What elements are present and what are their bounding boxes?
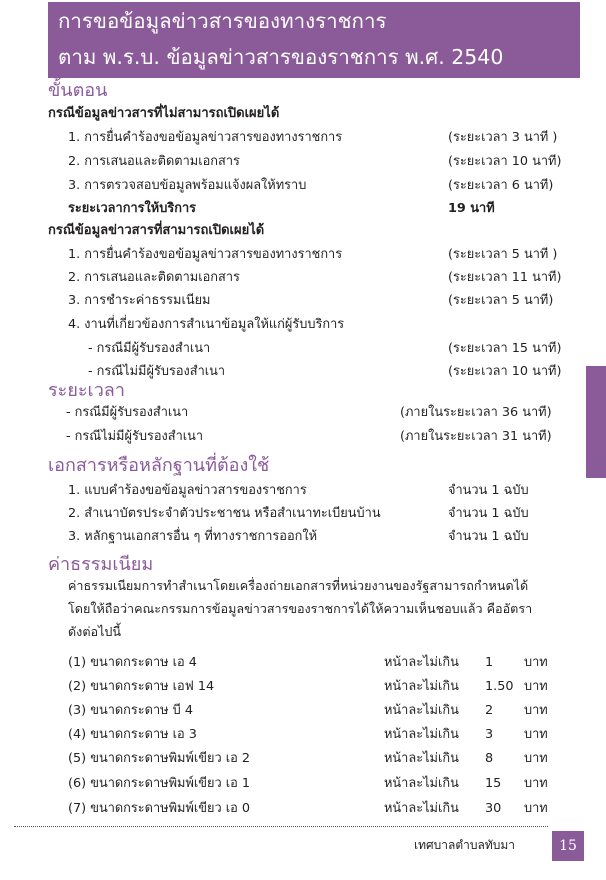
fees-paragraph-line: ค่าธรรมเนียมการทำสำเนาโดยเครื่องถ่ายเอกสารที่หน่วยงานของรัฐสามารถกำหนดได้ [68, 578, 529, 593]
step-time: (ระยะเวลา 6 นาที) [448, 178, 554, 193]
fee-row-unit: บาท [524, 776, 548, 791]
sub-step-time: (ระยะเวลา 10 นาที) [448, 364, 562, 379]
fee-row-unit: บาท [524, 801, 548, 816]
step-time: (ระยะเวลา 5 นาที ) [448, 247, 558, 262]
document-qty: จำนวน 1 ฉบับ [448, 506, 529, 521]
footer-org-name: เทศบาลตำบลทับมา [414, 838, 516, 852]
fee-row-label: (7) ขนาดกระดาษพิมพ์เขียว เอ 0 [68, 801, 251, 816]
fee-row-amount: 2 [485, 703, 494, 718]
duration-time: (ภายในระยะเวลา 36 นาที) [400, 405, 552, 420]
fee-row-amount: 30 [485, 801, 502, 816]
fee-row-label: (2) ขนาดกระดาษ เอฟ 14 [68, 679, 215, 694]
fee-row-label: (6) ขนาดกระดาษพิมพ์เขียว เอ 1 [68, 776, 251, 791]
sub-step-text: - กรณีไม่มีผู้รับรองสำเนา [88, 364, 226, 379]
fees-paragraph-line: ดังต่อไปนี้ [68, 624, 122, 639]
title-line-1: การขอข้อมูลข่าวสารของทางราชการ [58, 9, 387, 33]
fee-row-amount: 1 [485, 655, 494, 670]
step-time: (ระยะเวลา 10 นาที) [448, 154, 562, 169]
fee-row-per: หน้าละไม่เกิน [384, 655, 459, 670]
document-item: 2. สำเนาบัตรประจำตัวประชาชน หรือสำเนาทะเบียนบ้าน [68, 506, 381, 521]
fee-row-per: หน้าละไม่เกิน [384, 727, 459, 742]
duration-time: (ภายในระยะเวลา 31 นาที) [400, 429, 552, 444]
step-time: (ระยะเวลา 11 นาที) [448, 270, 562, 285]
sub-step-text: - กรณีมีผู้รับรองสำเนา [88, 341, 211, 356]
fee-row-amount: 8 [485, 751, 494, 766]
document-item: 3. หลักฐานเอกสารอื่น ๆ ที่ทางราชการออกให้ [68, 529, 318, 544]
title-line-2: ตาม พ.ร.บ. ข้อมูลข่าวสารของราชการ พ.ศ. 2540 [58, 45, 504, 69]
service-time-label: ระยะเวลาการให้บริการ [68, 201, 196, 216]
fee-row-per: หน้าละไม่เกิน [384, 801, 459, 816]
step-text: 3. การชำระค่าธรรมเนียม [68, 293, 211, 308]
fee-row-per: หน้าละไม่เกิน [384, 679, 459, 694]
fee-row-label: (3) ขนาดกระดาษ บี 4 [68, 703, 194, 718]
step-text: 2. การเสนอและติดตามเอกสาร [68, 270, 240, 285]
service-time-value: 19 นาที [448, 201, 495, 216]
fees-heading: ค่าธรรมเนียม [48, 554, 154, 575]
duration-text: - กรณีไม่มีผู้รับรองสำเนา [66, 429, 204, 444]
fee-row-unit: บาท [524, 727, 548, 742]
case-not-public-heading: กรณีข้อมูลข่าวสารที่ไม่สามารถเปิดเผยได้ [48, 106, 280, 121]
fee-row-label: (4) ขนาดกระดาษ เอ 3 [68, 727, 197, 742]
procedure-heading: ขั้นตอน [48, 80, 108, 101]
side-tab-marker [586, 366, 606, 478]
fee-row-unit: บาท [524, 655, 548, 670]
document-qty: จำนวน 1 ฉบับ [448, 483, 529, 498]
document-item: 1. แบบคำร้องขอข้อมูลข่าวสารของราชการ [68, 483, 307, 498]
step-text: 4. งานที่เกี่ยวข้องการสำเนาข้อมูลให้แก่ผู้รับบริการ [68, 317, 345, 332]
documents-heading: เอกสารหรือหลักฐานที่ต้องใช้ [48, 455, 270, 476]
duration-heading: ระยะเวลา [48, 380, 125, 401]
fee-row-unit: บาท [524, 703, 548, 718]
fee-row-per: หน้าละไม่เกิน [384, 776, 459, 791]
fee-row-amount: 3 [485, 727, 494, 742]
page-number: 15 [552, 831, 584, 861]
duration-text: - กรณีมีผู้รับรองสำเนา [66, 405, 189, 420]
step-text: 1. การยื่นคำร้องขอข้อมูลข่าวสารของทางราชการ [68, 130, 343, 145]
document-qty: จำนวน 1 ฉบับ [448, 529, 529, 544]
fee-row-label: (5) ขนาดกระดาษพิมพ์เขียว เอ 2 [68, 751, 251, 766]
fee-row-unit: บาท [524, 679, 548, 694]
fee-row-unit: บาท [524, 751, 548, 766]
fee-row-per: หน้าละไม่เกิน [384, 751, 459, 766]
step-text: 3. การตรวจสอบข้อมูลพร้อมแจ้งผลให้ทราบ [68, 178, 307, 193]
fee-row-label: (1) ขนาดกระดาษ เอ 4 [68, 655, 197, 670]
sub-step-time: (ระยะเวลา 15 นาที) [448, 341, 562, 356]
step-time: (ระยะเวลา 5 นาที) [448, 293, 554, 308]
case-public-heading: กรณีข้อมูลข่าวสารที่สามารถเปิดเผยได้ [48, 223, 265, 238]
step-text: 1. การยื่นคำร้องขอข้อมูลข่าวสารของทางราชการ [68, 247, 343, 262]
fee-row-per: หน้าละไม่เกิน [384, 703, 459, 718]
footer-divider [14, 826, 548, 827]
fee-row-amount: 1.50 [485, 679, 514, 694]
fees-paragraph [68, 574, 580, 643]
title-banner [48, 2, 580, 78]
step-time: (ระยะเวลา 3 นาที ) [448, 130, 558, 145]
step-text: 2. การเสนอและติดตามเอกสาร [68, 154, 240, 169]
fee-row-amount: 15 [485, 776, 502, 791]
fees-paragraph-line: โดยให้ถือว่าคณะกรรมการข้อมูลข่าวสารของราชการได้ให้ความเห็นชอบแล้ว คืออัตรา [68, 601, 533, 616]
